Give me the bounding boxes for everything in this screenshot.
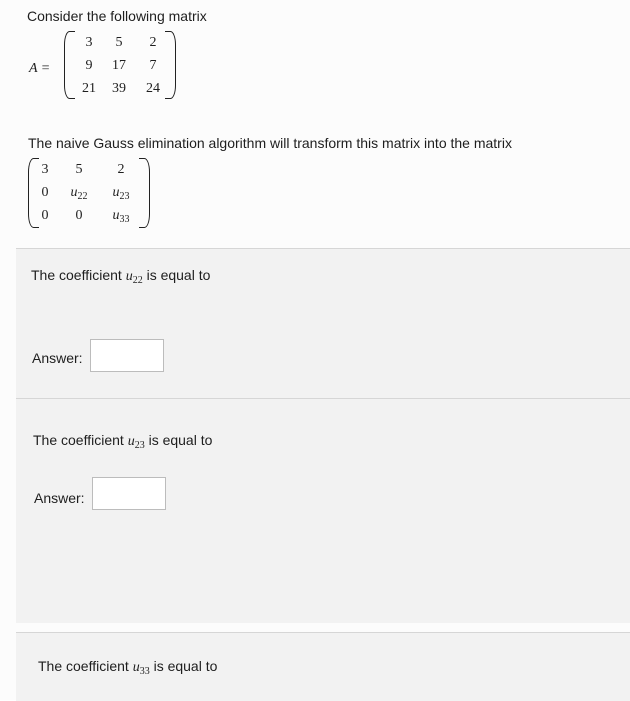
matrix-u-cell-u33: $u_{33}$ bbox=[112, 208, 130, 225]
intro-text: Consider the following matrix bbox=[27, 8, 207, 24]
transform-text: The naive Gauss elimination algorithm will transform this matrix into the matrix bbox=[28, 135, 512, 151]
matrix-u-cell: 3 bbox=[41, 162, 49, 177]
answer-input-u22[interactable] bbox=[90, 339, 164, 372]
question-u23-text: The coefficient $u_{23}$ is equal to bbox=[33, 432, 213, 451]
matrix-a-cell: 21 bbox=[82, 81, 96, 96]
matrix-a-cell: 9 bbox=[85, 58, 93, 73]
matrix-u bbox=[28, 158, 150, 228]
question-u33-text: The coefficient $u_{33}$ is equal to bbox=[38, 658, 218, 677]
question-panel-u33 bbox=[16, 632, 630, 701]
answer-label-u22: Answer: bbox=[32, 350, 83, 366]
question-panel-u22 bbox=[16, 248, 630, 399]
matrix-u-cell: 2 bbox=[117, 162, 125, 177]
answer-input-u23[interactable] bbox=[92, 477, 166, 510]
matrix-a-label: A = bbox=[29, 61, 51, 76]
matrix-u-cell-u22: $u_{22}$ bbox=[70, 185, 88, 202]
matrix-a-cell: 7 bbox=[149, 58, 157, 73]
matrix-a-cell: 5 bbox=[115, 35, 123, 50]
matrix-u-cell: 5 bbox=[75, 162, 83, 177]
matrix-u-cell: 0 bbox=[75, 208, 83, 223]
matrix-u-cell-u23: $u_{23}$ bbox=[112, 185, 130, 202]
question-u22-text: The coefficient $u_{22}$ is equal to bbox=[31, 267, 211, 286]
matrix-a-cell: 3 bbox=[85, 35, 93, 50]
matrix-a bbox=[64, 31, 176, 99]
matrix-u-cell: 0 bbox=[41, 185, 49, 200]
matrix-u-right-bracket bbox=[139, 158, 150, 228]
answer-label-u23: Answer: bbox=[34, 490, 85, 506]
matrix-a-cell: 39 bbox=[112, 81, 126, 96]
matrix-a-cell: 24 bbox=[146, 81, 160, 96]
matrix-u-cell: 0 bbox=[41, 208, 49, 223]
question-panel-u23 bbox=[16, 398, 630, 623]
matrix-a-cell: 2 bbox=[149, 35, 157, 50]
matrix-a-cell: 17 bbox=[112, 58, 126, 73]
